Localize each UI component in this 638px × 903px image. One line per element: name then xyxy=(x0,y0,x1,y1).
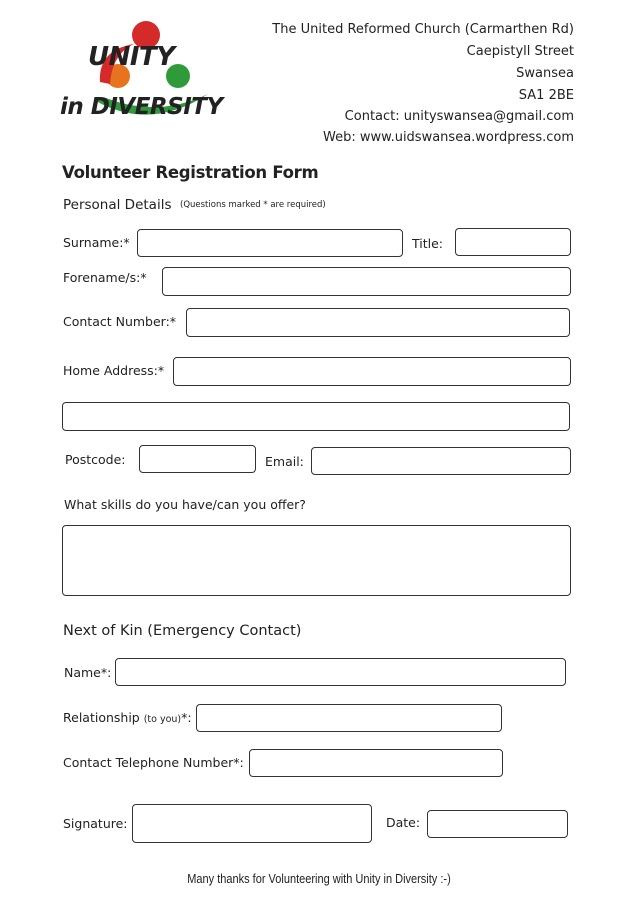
logo-diversity-text: in DIVERSITY xyxy=(60,94,223,120)
title-field[interactable] xyxy=(455,228,571,256)
surname-field[interactable] xyxy=(137,229,403,257)
website: Web: www.uidswansea.wordpress.com xyxy=(323,130,574,145)
logo-unity-text: UNITY xyxy=(88,42,175,72)
date-field[interactable] xyxy=(427,810,568,838)
kin-phone-field[interactable] xyxy=(249,749,503,777)
postcode-label: Postcode: xyxy=(65,452,126,467)
home-address-field-2[interactable] xyxy=(62,402,570,431)
relationship-note: (to you) xyxy=(143,714,182,725)
unity-in-diversity-logo xyxy=(58,20,254,130)
personal-details-heading: Personal Details xyxy=(63,197,172,213)
postcode-field[interactable] xyxy=(139,445,256,473)
relationship-label: Relationship xyxy=(63,710,140,725)
next-of-kin-heading: Next of Kin (Emergency Contact) xyxy=(63,623,302,639)
home-address-label: Home Address:* xyxy=(63,363,165,378)
contact-email: Contact: unityswansea@gmail.com xyxy=(344,109,574,124)
contact-number-label: Contact Number:* xyxy=(63,314,177,329)
contact-number-field[interactable] xyxy=(186,308,570,337)
date-label: Date: xyxy=(386,815,421,830)
email-label: Email: xyxy=(265,454,304,469)
address-line-3: Swansea xyxy=(516,66,574,81)
address-line-2: Caepistyll Street xyxy=(466,44,574,59)
form-title: Volunteer Registration Form xyxy=(62,163,319,182)
skills-label: What skills do you have/can you offer? xyxy=(64,497,306,512)
email-field[interactable] xyxy=(311,447,571,475)
forename-field[interactable] xyxy=(162,267,571,296)
signature-label: Signature: xyxy=(63,816,128,831)
address-line-1: The United Reformed Church (Carmarthen Rd) xyxy=(272,22,574,37)
kin-name-label: Name*: xyxy=(64,665,112,680)
surname-label: Surname:* xyxy=(63,235,130,250)
footer-thanks: Many thanks for Volunteering with Unity in Diversity :-) xyxy=(187,872,451,886)
required-note: (Questions marked * are required) xyxy=(180,200,326,210)
kin-phone-label: Contact Telephone Number*: xyxy=(63,755,244,770)
forename-label: Forename/s:* xyxy=(63,270,147,285)
relationship-label-group xyxy=(63,710,192,725)
relationship-required-mark: *: xyxy=(181,710,192,725)
title-label: Title: xyxy=(412,236,443,251)
relationship-field[interactable] xyxy=(196,704,502,732)
skills-textarea[interactable] xyxy=(62,525,571,596)
signature-field[interactable] xyxy=(132,804,372,843)
address-line-4: SA1 2BE xyxy=(518,88,574,103)
home-address-field-1[interactable] xyxy=(173,357,571,386)
kin-name-field[interactable] xyxy=(115,658,566,686)
